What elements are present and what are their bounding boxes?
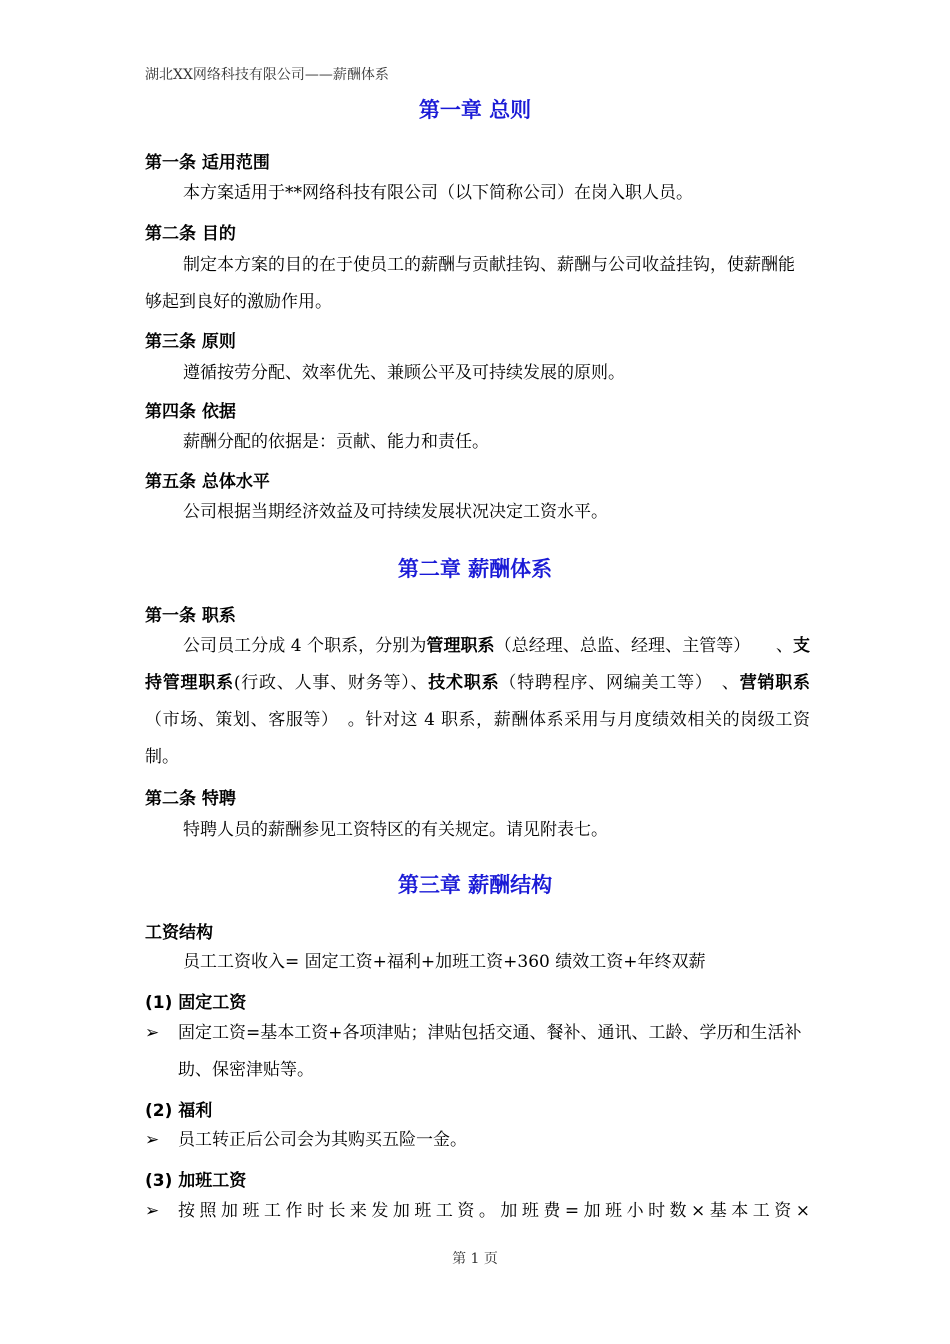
ch3-section-title: 工资结构 bbox=[145, 923, 213, 943]
ch1-article-1-text: 本方案适用于**网络科技有限公司（以下简称公司）在岗入职人员。 bbox=[183, 183, 693, 203]
page-number-footer: 第 1 页 bbox=[452, 1251, 498, 1267]
chapter-2-title: 第二章 薪酬体系 bbox=[397, 557, 553, 581]
chapter-1-title: 第一章 总则 bbox=[418, 98, 532, 122]
ch3-item-2-text: 员工转正后公司会为其购买五险一金。 bbox=[178, 1130, 467, 1150]
arrow-bullet-icon: ➢ bbox=[145, 1023, 160, 1043]
job-family-technical: 技术职系 bbox=[428, 673, 500, 693]
page-header: 湖北XX网络科技有限公司——薪酬体系 bbox=[145, 67, 389, 83]
ch1-article-2-title: 第二条 目的 bbox=[145, 224, 236, 244]
ch1-article-5-text: 公司根据当期经济效益及可持续发展状况决定工资水平。 bbox=[183, 502, 608, 522]
ch3-item-2-title: (2) 福利 bbox=[145, 1101, 213, 1121]
ch1-article-3-text: 遵循按劳分配、效率优先、兼顾公平及可持续发展的原则。 bbox=[183, 363, 625, 383]
ch3-item-2-bullet bbox=[145, 1122, 810, 1159]
ch3-salary-formula: 员工工资收入= 固定工资+福利+加班工资+360 绩效工资+年终双薪 bbox=[183, 952, 706, 972]
ch1-article-4-title: 第四条 依据 bbox=[145, 402, 236, 422]
ch1-article-2-text: 制定本方案的目的在于使员工的薪酬与贡献挂钩、薪酬与公司收益挂钩，使薪酬能够起到良好的激励作用。 bbox=[145, 255, 795, 312]
ch3-item-3-bullet bbox=[145, 1193, 810, 1230]
ch2-article-1-title: 第一条 职系 bbox=[145, 606, 236, 626]
arrow-bullet-icon: ➢ bbox=[145, 1201, 160, 1221]
ch3-item-3-title: (3) 加班工资 bbox=[145, 1171, 247, 1191]
ch1-article-5-title: 第五条 总体水平 bbox=[145, 472, 270, 492]
ch2-article-2-title: 第二条 特聘 bbox=[145, 789, 236, 809]
ch3-item-1-title: (1) 固定工资 bbox=[145, 993, 247, 1013]
ch2-article-1-text: 公司员工分成 4 个职系，分别为管理职系（总经理、总监、经理、主管等） 、支持管理职系(行政、人事、财务等）、技术职系（特聘程序、网编美工等） 、营销职系（市场、策划、客服等） 。针对这 4 职系，薪酬体系采用与月度绩效相关的岗级工资制。 bbox=[145, 636, 811, 767]
ch1-article-1-title: 第一条 适用范围 bbox=[145, 153, 270, 173]
ch1-article-4-text: 薪酬分配的依据是：贡献、能力和责任。 bbox=[183, 432, 489, 452]
ch3-item-1-bullet bbox=[145, 1015, 810, 1089]
job-family-support: 支持管理职系 bbox=[145, 636, 811, 693]
ch2-article-2-text: 特聘人员的薪酬参见工资特区的有关规定。请见附表七。 bbox=[183, 820, 608, 840]
ch3-item-1-text: 固定工资=基本工资+各项津贴；津贴包括交通、餐补、通讯、工龄、学历和生活补助、保密津贴等。 bbox=[178, 1023, 802, 1080]
ch3-item-3-text: 按照加班工作时长来发加班工资。加班费=加班小时数×基本工资× bbox=[178, 1201, 810, 1221]
ch1-article-3-title: 第三条 原则 bbox=[145, 332, 236, 352]
job-family-management: 管理职系 bbox=[426, 636, 495, 656]
arrow-bullet-icon: ➢ bbox=[145, 1130, 160, 1150]
job-family-sales: 营销职系 bbox=[739, 673, 811, 693]
chapter-3-title: 第三章 薪酬结构 bbox=[397, 873, 553, 897]
